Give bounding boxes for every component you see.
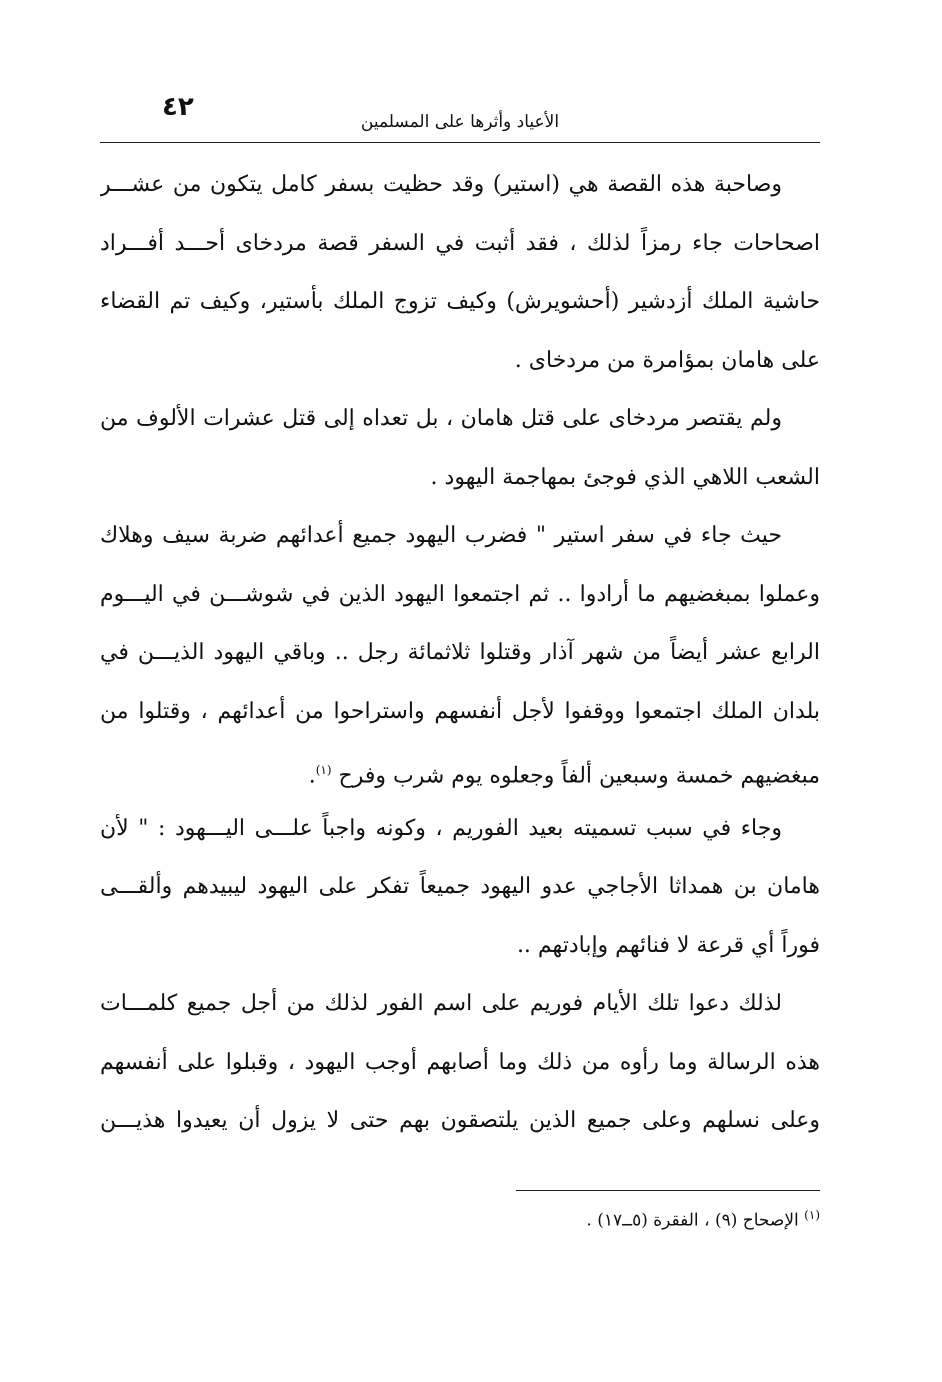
body-text [100,156,820,1151]
header-rule [100,142,820,143]
footnote [100,1208,820,1231]
text-line: على هامان بمؤامرة من مردخاى . [514,347,820,373]
footnote-reference[interactable]: (١) [315,763,332,777]
text-line: حاشية الملك أزدشير (أحشويرش) وكيف تزوج الملك بأستير، وكيف تم القضاء [100,289,820,314]
footnote-marker: (١) [804,1208,820,1222]
text-line: ولم يقتصر مردخاى على قتل هامان ، بل تعداه إلى قتل عشرات الألوف من [100,406,782,431]
line-tail: . [308,763,316,789]
text-line: الشعب اللاهي الذي فوجئ بمهاجمة اليهود . [430,464,820,490]
text-line: لذلك دعوا تلك الأيام فوريم على اسم الفور لذلك من أجل جميع كلمـــات [100,991,782,1016]
text-line: بلدان الملك اجتمعوا ووقفوا لأجل أنفسهم واستراحوا من أعدائهم ، وقتلوا من [100,698,820,724]
text-line: هذه الرسالة وما رأوه من ذلك وما أصابهم أوجب اليهود ، وقبلوا على أنفسهم [100,1049,820,1075]
text-line: الرابع عشر أيضاً من شهر آذار وقتلوا ثلاثمائة رجل .. وباقي اليهود الذيـــن في [100,640,820,665]
page-number: ٤٢ [162,92,194,122]
text-line: اصحاحات جاء رمزاً لذلك ، فقد أثبت في السفر قصة مردخاى أحـــد أفـــراد [100,230,820,256]
text-line: وصاحبة هذه القصة هي (استير) وقد حظيت بسفر كامل يتكون من عشـــر [100,172,782,197]
text-line: هامان بن همداثا الأجاجي عدو اليهود جميعاً تفكر على اليهود ليبيدهم وألقـــى [100,874,820,899]
footnote-text: الإصحاح (٩) ، الفقرة (٥ــ١٧) . [586,1210,799,1231]
text-line: وجاء في سبب تسميته بعيد الفوريم ، وكونه واجباً علـــى اليـــهود : " لأن [100,815,782,841]
footnote-rule [516,1190,820,1191]
text-line: فوراً أي قرعة لا فنائهم وإبادتهم .. [516,932,820,958]
text-line: حيث جاء في سفر استير " فضرب اليهود جميع أعدائهم ضربة سيف وهلاك [100,523,782,548]
line-text: مبغضيهم خمسة وسبعين ألفاً وجعلوه يوم شرب وفرح [338,763,820,789]
text-line: وعلى نسلهم وعلى جميع الذين يلتصقون بهم حتى لا يزول أن يعيدوا هذيـــن [100,1108,820,1133]
text-line-with-footnote [100,741,820,800]
text-line: وعملوا بمبغضيهم ما أرادوا .. ثم اجتمعوا اليهود الذين في شوشـــن في اليـــوم [100,581,820,607]
running-title: الأعياد وأثرها على المسلمين [360,112,560,132]
page-header [100,92,820,142]
